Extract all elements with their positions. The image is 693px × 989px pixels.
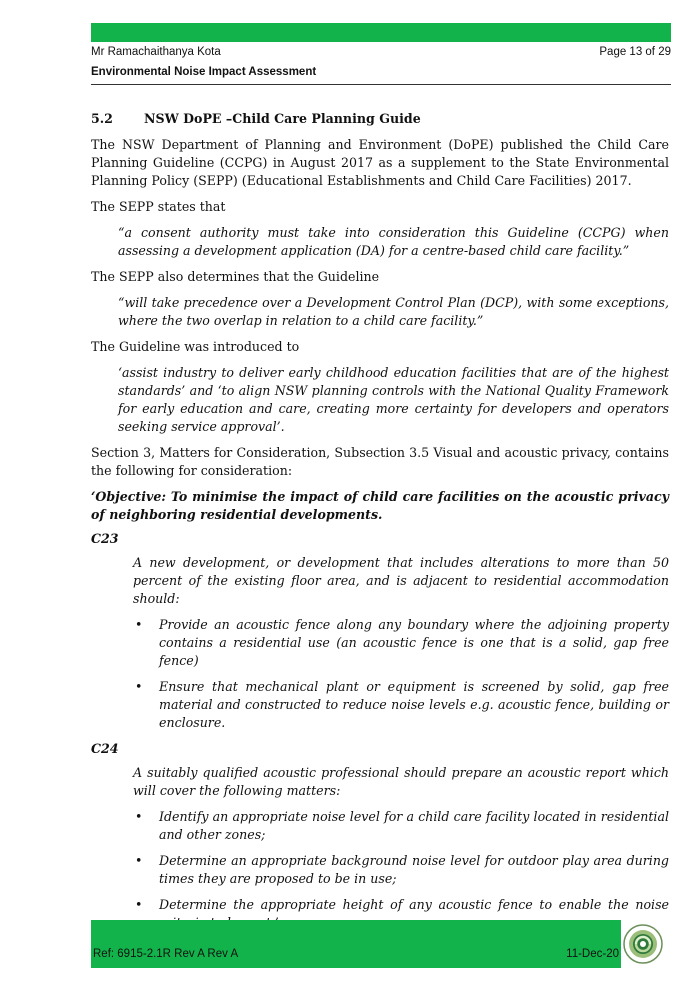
clause-c24-label: C24 (91, 741, 119, 756)
objective-statement: ‘Objective: To minimise the impact of child care facilities on the acoustic privacy of neighboring residential developments. (91, 489, 669, 522)
list-item (91, 808, 669, 844)
paragraph-sepp-determines: The SEPP also determines that the Guideline (91, 269, 380, 284)
quote-consent-authority: “a consent authority must take into consideration this Guideline (CCPG) when assessing a development application (DA) for a centre-based child care facility.” (118, 225, 669, 258)
footer-green-bar (91, 920, 621, 968)
bullet-glyph: • (135, 853, 143, 868)
header-green-bar (91, 23, 671, 42)
quote-assist-industry: ‘assist industry to deliver early childhood education facilities that are of the highest standards’ and ‘to align NSW planning controls with the National Quality Framework for early education and care, creating more certainty for developers and operators seeking service approval’. (118, 365, 669, 434)
clause-c23-list (91, 616, 669, 732)
clause-c24-list (91, 808, 669, 932)
section-number: 5.2 (91, 111, 113, 126)
bullet-glyph: • (135, 809, 143, 824)
list-item-text: Provide an acoustic fence along any boundary where the adjoining property contains a residential use (an acoustic fence is one that is a solid, gap free fence) (159, 617, 669, 668)
list-item (91, 852, 669, 888)
company-logo-icon (623, 924, 663, 964)
paragraph-section3: Section 3, Matters for Consideration, Subsection 3.5 Visual and acoustic privacy, contains the following for consideration: (91, 445, 669, 478)
section-heading (91, 110, 669, 128)
paragraph-sepp-states: The SEPP states that (91, 199, 226, 214)
paragraph-guideline-introduced: The Guideline was introduced to (91, 339, 300, 354)
list-item (91, 616, 669, 670)
bullet-glyph: • (135, 679, 143, 694)
list-item-text: Ensure that mechanical plant or equipment is screened by solid, gap free material and constructed to reduce noise levels e.g. acoustic fence, building or enclosure. (159, 679, 669, 730)
clause-c23-intro: A new development, or development that includes alterations to more than 50 percent of the existing floor area, and is adjacent to residential accommodation should: (133, 555, 669, 606)
header-page-number: Page 13 of 29 (599, 46, 671, 58)
list-item (91, 678, 669, 732)
list-item-text: Identify an appropriate noise level for a child care facility located in residential and other zones; (159, 809, 669, 842)
quote-precedence: “will take precedence over a Development Control Plan (DCP), with some exceptions, where the two overlap in relation to a child care facility.” (118, 295, 669, 328)
clause-c24-intro: A suitably qualified acoustic professional should prepare an acoustic report which will cover the following matters: (133, 765, 669, 798)
header-divider (91, 84, 671, 85)
bullet-glyph: • (135, 897, 143, 912)
section-title: NSW DoPE –Child Care Planning Guide (144, 111, 421, 126)
list-item-text: Determine the appropriate height of any acoustic fence to enable the noise (159, 897, 669, 912)
clause-c23-label: C23 (91, 531, 119, 546)
footer-reference: Ref: 6915-2.1R Rev A Rev A (93, 948, 239, 960)
header-document-title: Environmental Noise Impact Assessment (91, 66, 317, 78)
header-author: Mr Ramachaithanya Kota (91, 46, 221, 58)
bullet-glyph: • (135, 617, 143, 632)
paragraph-intro: The NSW Department of Planning and Environment (DoPE) published the Child Care Planning Guideline (CCPG) in August 2017 as a supplement to the State Environmental Planning Policy (SEPP) (Educational Establishments and Child Care Facilities) 2017. (91, 137, 669, 188)
list-item-text: Determine an appropriate background noise level for outdoor play area during times they are proposed to be in use; (159, 853, 669, 886)
footer-date: 11-Dec-20 (566, 948, 619, 960)
page-body (91, 110, 669, 940)
